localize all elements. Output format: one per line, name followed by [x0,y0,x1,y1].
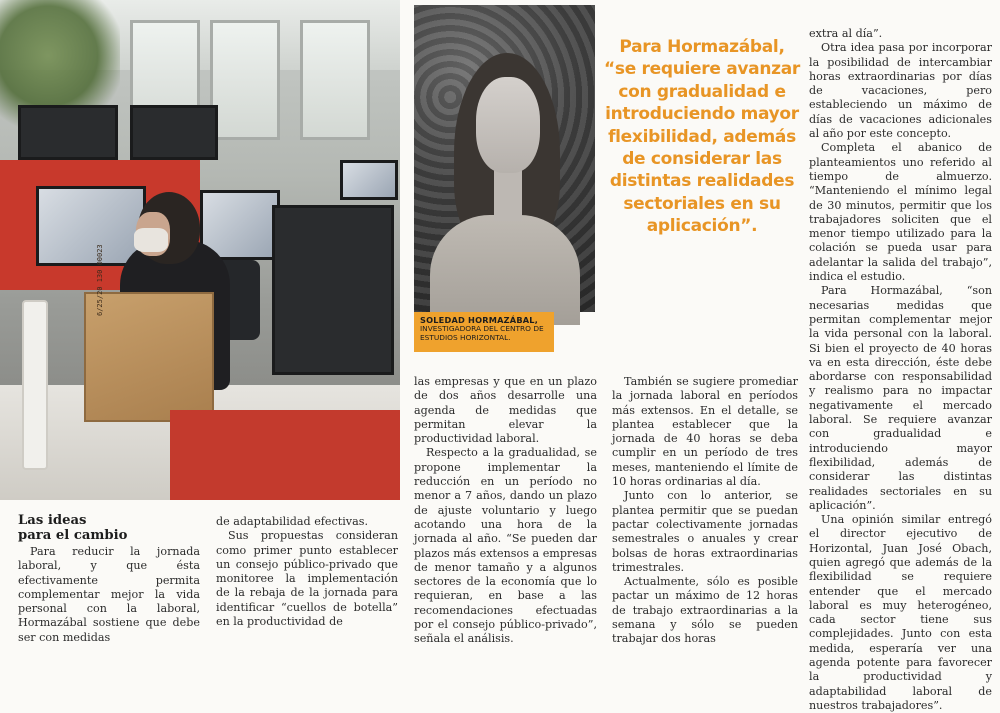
pull-quote-line: aplicación”. [646,216,758,237]
pull-quote-line: con gradualidad e [618,81,786,102]
subhead-line: para el cambio [18,528,128,543]
pull-quote-line: distintas realidades [609,171,795,192]
text-column-4 [612,375,798,647]
box-label: 6/25/20 130 00023 [96,244,104,316]
caption-role-line: INVESTIGADORA DEL CENTRO DE [420,324,544,333]
pull-quote-line: Para Hormazábal, [619,37,785,57]
monitor-screen [36,186,146,266]
monitor [272,205,394,375]
section-subhead [18,513,127,543]
desk-lamp [22,300,48,470]
monitor [130,105,218,160]
pull-quote-line: flexibilidad, además [608,126,796,147]
paragraph: las empresas y que en un plazo de dos años desarrolle una agenda de medidas que permitan elevar la productividad laboral. [414,375,597,446]
text-column-1 [18,545,200,645]
paragraph: Una opinión similar entregó el director ejecutivo de Horizontal, Juan José Obach, quien agregó que además de la flexibilidad se requiere entender que el mercado laboral es muy heterogéneo, cada sector tiene sus complejidades. Junto con esta medida, esperaría ver una agenda potente para favorecer la productividad y adaptabilidad laboral de nuestros trabajadores”. [809,513,992,712]
paragraph: de adaptabilidad efectivas. [216,515,368,528]
paragraph: Actualmente, sólo es posible pactar un máximo de 12 horas de trabajo extraordinarias a la semana y sólo se pueden trabajar dos horas [612,575,798,646]
office-photo [0,0,400,500]
paragraph: Junto con lo anterior, se plantea permitir que se puedan pactar colectivamente jornadas semestrales o anuales y crear bolsas de horas extraordinarias trimestrales. [612,489,798,574]
caption-role-line: ESTUDIOS HORIZONTAL. [420,332,511,342]
paragraph: Sus propuestas consideran como primer punto establecer un consejo público-privado que monitoree la implementación de la rebaja de la jornada para identificar “cuellos de botella” en la productividad de [216,529,398,629]
paragraph: Para reducir la jornada laboral, y que ésta efectivamente permita complementar mejor la vida personal con la laboral, Hormazábal sostiene que debe ser con medidas [18,545,200,644]
face-mask [134,228,168,252]
window [210,20,280,140]
monitor-screen [340,160,398,200]
face [476,77,540,173]
paragraph: extra al día”. [809,27,883,40]
paragraph: También se sugiere promediar la jornada laboral en períodos más extensos. En el detalle, se plantea establecer que la jornada de 40 horas se deba cumplir en un período de tres meses, manteniendo el límite de 10 horas ordinarias al día. [612,375,798,489]
text-column-5 [809,27,992,713]
portrait-photo [414,5,595,312]
monitor [18,105,118,160]
caption-name: SOLEDAD HORMAZÁBAL, [420,315,539,325]
paragraph: Otra idea pasa por incorporar la posibilidad de intercambiar horas extraordinarias por días de vacaciones, pero estableciendo un máximo de días de vacaciones adicionales al año por este concepto. [809,41,992,141]
photo-caption [414,312,554,352]
text-column-2 [216,515,398,629]
neck [494,165,522,221]
text-column-3 [414,375,597,647]
paragraph: Respecto a la gradualidad, se propone implementar la reducción en un período no menor a 7 años, dando un plazo de ajuste voluntario y luego acotando una hora de la jornada al año. “Se pueden dar plazos más extensos a empresas de menor tamaño y a algunos sectores de la economía que lo requieran, en base a las recomendaciones efectuadas por el consejo público-privado”, señala el análisis. [414,446,597,646]
shoulders [430,215,580,325]
pull-quote-line: sectoriales en su [623,193,781,214]
subhead-line: Las ideas [18,513,87,528]
pull-quote [604,36,800,238]
pull-quote-line: de considerar las [622,149,782,170]
paragraph: Para Hormazábal, “son necesarias medidas que permitan complementar mejor la vida personal con la laboral. Si bien el proyecto de 40 horas va en esta dirección, éste debe abordarse con responsabilidad y realismo para no impactar negativamente el mercado laboral. Se requiere avanzar con gradualidad e introduciendo mayor flexibilidad, además de considerar las distintas realidades sectoriales en su aplicación”. [809,284,992,512]
red-cabinet [170,410,400,500]
window [300,20,370,140]
paragraph: Completa el abanico de planteamientos uno referido al tiempo de almuerzo. “Manteniendo el mínimo legal de 30 minutos, permitir que los trabajadores soliciten que el menor tiempo utilizado para la colación se pueda usar para adelantar la salida del trabajo”, indica el estudio. [809,141,992,284]
pull-quote-line: introduciendo mayor [605,104,799,125]
pull-quote-line: “se requiere avanzar [604,59,800,80]
